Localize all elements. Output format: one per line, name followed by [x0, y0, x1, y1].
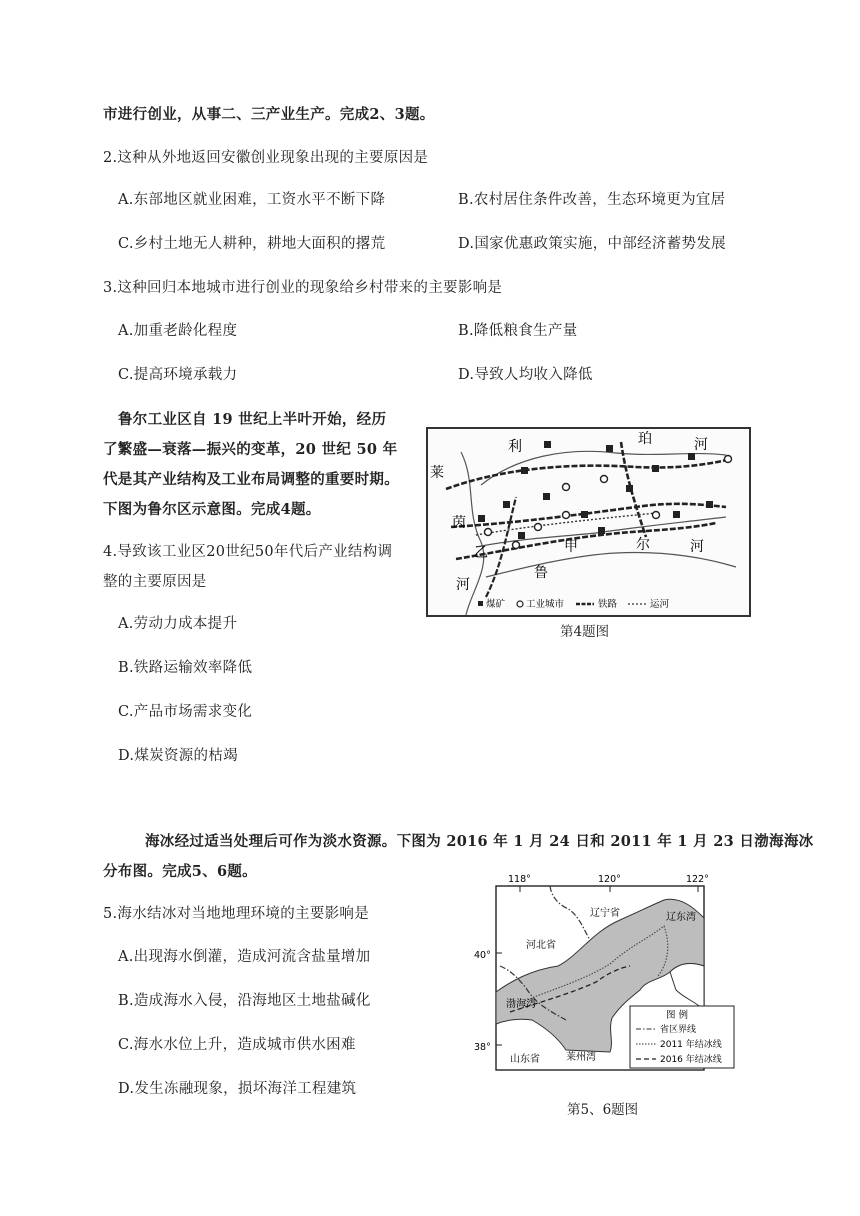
- q4-stem-line-1: 4.导致该工业区20世纪50年代后产业结构调: [103, 544, 393, 560]
- label-liaoning: 辽宁省: [590, 908, 620, 919]
- bohai-ice-map: [470, 870, 740, 1090]
- q3-option-a[interactable]: A.加重老龄化程度: [118, 323, 238, 339]
- fig4-caption: 第4题图: [560, 624, 610, 640]
- label-er: 尔: [636, 537, 650, 553]
- label-shandong: 山东省: [510, 1054, 540, 1065]
- q4-stem-line-2: 整的主要原因是: [103, 574, 207, 590]
- q4-option-b[interactable]: B.铁路运输效率降低: [118, 660, 253, 676]
- label-yi: 乙: [474, 545, 488, 561]
- q5-stem: 5.海水结冰对当地地理环境的主要影响是: [103, 906, 370, 922]
- label-laizhou: 莱州湾: [566, 1052, 596, 1063]
- label-he1: 河: [694, 437, 708, 453]
- q4-option-d[interactable]: D.煤炭资源的枯竭: [118, 748, 238, 764]
- label-lu: 鲁: [534, 565, 548, 581]
- lon-122: 122°: [686, 874, 709, 885]
- q5-option-a[interactable]: A.出现海水倒灌，造成河流含盐量增加: [118, 949, 371, 965]
- label-li: 利: [508, 439, 522, 455]
- label-bohai: 渤海湾: [506, 999, 536, 1010]
- ruhr-map: [426, 427, 751, 617]
- ruhr-intro-line-1: 鲁尔工业区自 19 世纪上半叶开始，经历: [118, 411, 387, 428]
- legend-2016: 2016 年结冰线: [660, 1055, 722, 1065]
- label-he3: 河: [456, 577, 470, 593]
- label-jia: 甲: [564, 539, 578, 555]
- bohai-intro-line-2: 分布图。完成5、6题。: [103, 863, 257, 880]
- q3-option-d[interactable]: D.导致人均收入降低: [458, 367, 593, 383]
- legend-rail: 铁路: [598, 599, 618, 610]
- q5-option-c[interactable]: C.海水水位上升，造成城市供水困难: [118, 1037, 356, 1053]
- bohai-intro-line-1: 海冰经过适当处理后可作为淡水资源。下图为 2016 年 1 月 24 日和 2011 年 1 月 23 日渤海海冰: [145, 833, 814, 850]
- label-po: 珀: [638, 431, 652, 447]
- legend-border: 省区界线: [660, 1025, 697, 1035]
- ruhr-intro-line-3: 代是其产业结构及工业布局调整的重要时期。: [103, 471, 399, 488]
- q5-option-b[interactable]: B.造成海水入侵，沿海地区土地盐碱化: [118, 993, 371, 1009]
- intro-q23: 市进行创业，从事二、三产业生产。完成2、3题。: [103, 106, 435, 123]
- label-yin: 茵: [452, 515, 466, 531]
- legend-title: 图 例: [666, 1010, 689, 1021]
- legend-2011: 2011 年结冰线: [660, 1040, 722, 1050]
- q2-option-a[interactable]: A.东部地区就业困难，工资水平不断下降: [118, 192, 386, 208]
- q4-option-c[interactable]: C.产品市场需求变化: [118, 704, 253, 720]
- lat-40: 40°: [474, 950, 491, 961]
- label-liaodong: 辽东湾: [666, 912, 696, 923]
- q2-stem: 2.这种从外地返回安徽创业现象出现的主要原因是: [103, 150, 429, 166]
- q2-option-c[interactable]: C.乡村土地无人耕种，耕地大面积的撂荒: [118, 236, 386, 252]
- lat-38: 38°: [474, 1042, 491, 1053]
- legend-city: 工业城市: [526, 599, 565, 610]
- ruhr-intro-line-2: 了繁盛—衰落—振兴的变革，20 世纪 50 年: [103, 441, 398, 458]
- label-lai: 莱: [430, 465, 444, 481]
- label-hebei: 河北省: [526, 940, 556, 951]
- q3-option-c[interactable]: C.提高环境承载力: [118, 367, 238, 383]
- lon-120: 120°: [598, 874, 621, 885]
- q5-option-d[interactable]: D.发生冻融现象，损坏海洋工程建筑: [118, 1081, 357, 1097]
- fig56-caption: 第5、6题图: [567, 1102, 639, 1118]
- legend-mine: 煤矿: [486, 599, 506, 610]
- q2-option-b[interactable]: B.农村居住条件改善，生态环境更为宜居: [458, 192, 726, 208]
- q2-option-d[interactable]: D.国家优惠政策实施，中部经济蓄势发展: [458, 236, 726, 252]
- q3-option-b[interactable]: B.降低粮食生产量: [458, 323, 578, 339]
- q4-option-a[interactable]: A.劳动力成本提升: [118, 616, 238, 632]
- ruhr-intro-line-4: 下图为鲁尔区示意图。完成4题。: [103, 501, 321, 518]
- legend-canal: 运河: [650, 599, 670, 610]
- label-he2: 河: [690, 539, 704, 555]
- lon-118: 118°: [508, 874, 531, 885]
- q3-stem: 3.这种回归本地城市进行创业的现象给乡村带来的主要影响是: [103, 280, 503, 296]
